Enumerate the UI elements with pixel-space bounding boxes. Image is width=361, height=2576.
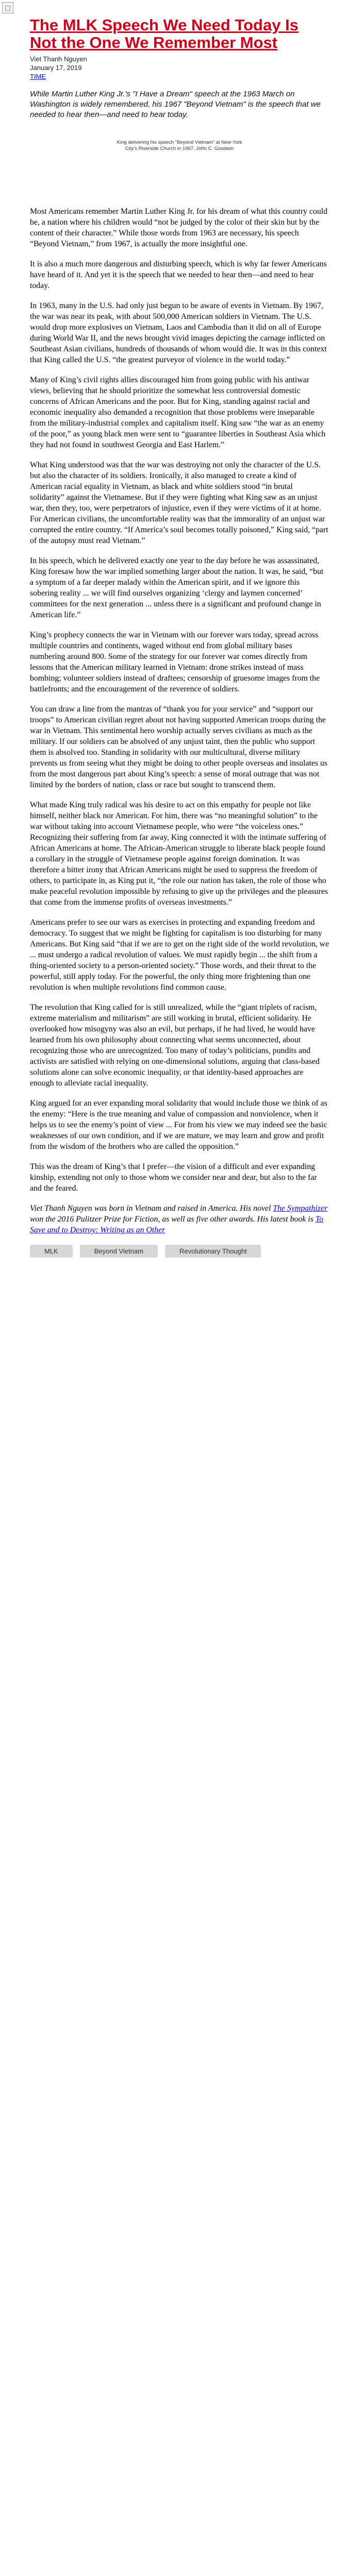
paragraph: In 1963, many in the U.S. had only just begun to be aware of events in Vietnam. By 1967, the war was near its peak, with about 500,000 American soldiers in Vietnam. The U.S. would drop more explosives on Vietnam, Laos and Cambodia than it did on all of Europe during World War II, and the news brought vivid images depicting the carnage inflicted on Southeast Asian civilians, hundreds of thousands of whom would die. It was in this context that King called the U.S. “the greatest purveyor of violence in the world today.”: [30, 301, 327, 364]
article-meta: [30, 55, 329, 81]
paragraph: It is also a much more dangerous and disturbing speech, which is why far fewer Americans have heard of it. And yet it is the speech that we needed to hear then—and need to hear today.: [30, 260, 327, 290]
paragraph: You can draw a line from the mantras of “thank you for your service” and “support our troops” to American civilian regret about not having supported American troops during the war in Vietnam. This sentimental hero worship actually serves civilians as much as the military. If our soldiers can be absolved of any unjust taint, then the public who support them is absolved too. Standing in solidarity with our multicultural, diverse military prevents us from seeing what they might be doing to other people overseas and insulates us from the most dangerous part about King’s speech: a sense of moral outrage that was not limited by the borders of nation, class or race but sought to transcend them.: [30, 705, 327, 789]
novel-link[interactable]: The Sympathizer: [273, 1204, 327, 1213]
paragraph: The revolution that King called for is still unrealized, while the “giant triplets of racism, extreme materialism and militarism” are still working in brutal, efficient solidarity. He overlooked how misogyny was also an evil, but perhaps, if he had lived, he would have learned from his own philosophy about connecting what seems unconnected, about recognizing those who are unrecognized. Too many of today’s politicians, pundits and activists are satisfied with relying on one-dimensional solutions, arguing that class-based solutions alone can solve economic inequality, or that identity-based approaches are enough to alleviate racial inequality.: [30, 1003, 320, 1088]
article-dek: While Martin Luther King Jr.'s "I Have a Dream" speech at the 1963 March on Washington is widely remembered, his 1967 "Beyond Vietnam" is the speech that we needed to hear then—and need to hear today.: [30, 90, 321, 119]
tag-beyond-vietnam[interactable]: Beyond Vietnam: [80, 1245, 158, 1258]
paragraph: What King understood was that the war was destroying not only the character of the U.S. but also the character of its soldiers. Ironically, it also managed to create a kind of American racial equality in Vietnam, as black and white soldiers stood “in brutal solidarity” against the Vietnamese. But if they were fighting what King saw as an unjust war, then they, too, were perpetrators of injustice, even if they were victims of it at home. For American civilians, the uncomfortable reality was that the immorality of an unjust war corrupted the entire country. “If America’s soul becomes totally poisoned,” King said, “part of the autopsy must read Vietnam.”: [30, 461, 329, 545]
image-caption: King delivering his speech "Beyond Vietnam" at New York City's Riverside Church in 1967. John C. Goodwin: [117, 140, 242, 151]
article-header: [30, 16, 329, 152]
bio-middle: won the 2016 Pulitzer Prize for Fiction, as well as five other awards. His latest book is: [30, 1215, 316, 1224]
tag-list: [30, 1245, 329, 1263]
paragraph: Many of King’s civil rights allies discouraged him from going public with his antiwar views, believing that he should prioritize the somewhat less controversial domestic concerns of African Americans and the poor. But for King, standing against racial and economic inequality also demanded a recognition that those problems were inseparable from the military-industrial complex and capitalism itself. King saw “the war as an enemy of the poor,” as young black men were sent to “guarantee liberties in Southeast Asia which they had not found in southwest Georgia and East Harlem.”: [30, 376, 326, 449]
article-title[interactable]: The MLK Speech We Need Today Is Not the One We Remember Most: [30, 16, 299, 52]
paragraph: In his speech, which he delivered exactly one year to the day before he was assassinated, King foresaw how the war implied something larger about the nation. It was, he said, “but a symptom of a far deeper malady within the American spirit, and if we ignore this sobering reality ... we will find ourselves organizing ‘clergy and laymen concerned’ committees for the next generation ... unless there is a significant and profound change in American life.”: [30, 556, 324, 619]
bio-lead: Viet Thanh Nguyen was born in Vietnam and raised in America. His novel: [30, 1204, 273, 1213]
paragraph: King argued for an ever expanding moral solidarity that would include those we think of as the enemy: “Here is the true meaning and value of compassion and nonviolence, when it helps us to see the enemy’s point of view ... For from his view we may indeed see the basic weaknesses of our own condition, and if we are mature, we may learn and grow and profit from the wisdom of the brothers who are called the opposition.”: [30, 1099, 327, 1151]
author-name: Viet Thanh Nguyen: [30, 55, 87, 63]
paragraph: This was the dream of King’s that I prefer—the vision of a difficult and ever expanding kinship, extending not only to those whom we consider near and dear, but also to the far and the feared.: [30, 1162, 317, 1193]
source-link[interactable]: TIME: [30, 73, 46, 80]
paragraph: Americans prefer to see our wars as exercises in protecting and expanding freedom and democracy. To suggest that we might be fighting for capitalism is too disturbing for many Americans. But King said “that if we are to get on the right side of the world revolution, we ... must undergo a radical revolution of values. We must rapidly begin ... the shift from a thing-oriented society to a person-oriented society.” Those words, and their threat to the powerful, still apply today. For the powerful, the only thing more frightening than one revolution is when multiple revolutions find common cause.: [30, 918, 329, 992]
publish-date: January 17, 2019: [30, 64, 82, 72]
article-image: [115, 137, 244, 138]
paragraph: What made King truly radical was his desire to act on this empathy for people not like himself, neither black nor American. For him, there was “no meaningful solution” to the war without taking into account Vietnamese people, who were “the voiceless ones.” Recognizing their suffering from far away, King connected it with the intimate suffering of African Americans at home. The African-American struggle to liberate black people found a corollary in the struggle of Vietnamese people against foreign domination. It was therefore a bitter irony that African Americans might be used to suppress the freedom of others, to participate in, as King put it, “the role our nation has taken, the role of those who make peaceful revolution impossible by refusing to give up the privileges and the pleasures that come from the immense profits of overseas investments.”: [30, 801, 328, 907]
paragraph: King’s prophecy connects the war in Vietnam with our forever wars today, spread across multiple countries and continents, waged without end from global military bases numbering around 800. Some of the strategy for our forever war comes directly from lessons that the American military learned in Vietnam: drone strikes instead of mass bombing; volunteer soldiers instead of draftees; censorship of gruesome images from the battlefronts; and the encouragement of the reverence of soldiers.: [30, 631, 320, 693]
tag-mlk[interactable]: MLK: [30, 1245, 73, 1258]
paragraph: Most Americans remember Martin Luther King Jr. for his dream of what this country could be, a nation where his children would “not be judged by the color of their skin but by the content of their character.” While those words from 1963 are necessary, his speech “Beyond Vietnam,” from 1967, is actually the more insightful one.: [30, 207, 327, 248]
broken-image-icon: □: [2, 2, 13, 13]
author-bio: [30, 1203, 329, 1235]
tag-revolutionary-thought[interactable]: Revolutionary Thought: [165, 1245, 261, 1258]
latest-book-link[interactable]: To Save and to Destroy: Writing as an Other: [30, 1215, 323, 1234]
article-figure: [30, 133, 329, 152]
article-body: [30, 206, 329, 1263]
